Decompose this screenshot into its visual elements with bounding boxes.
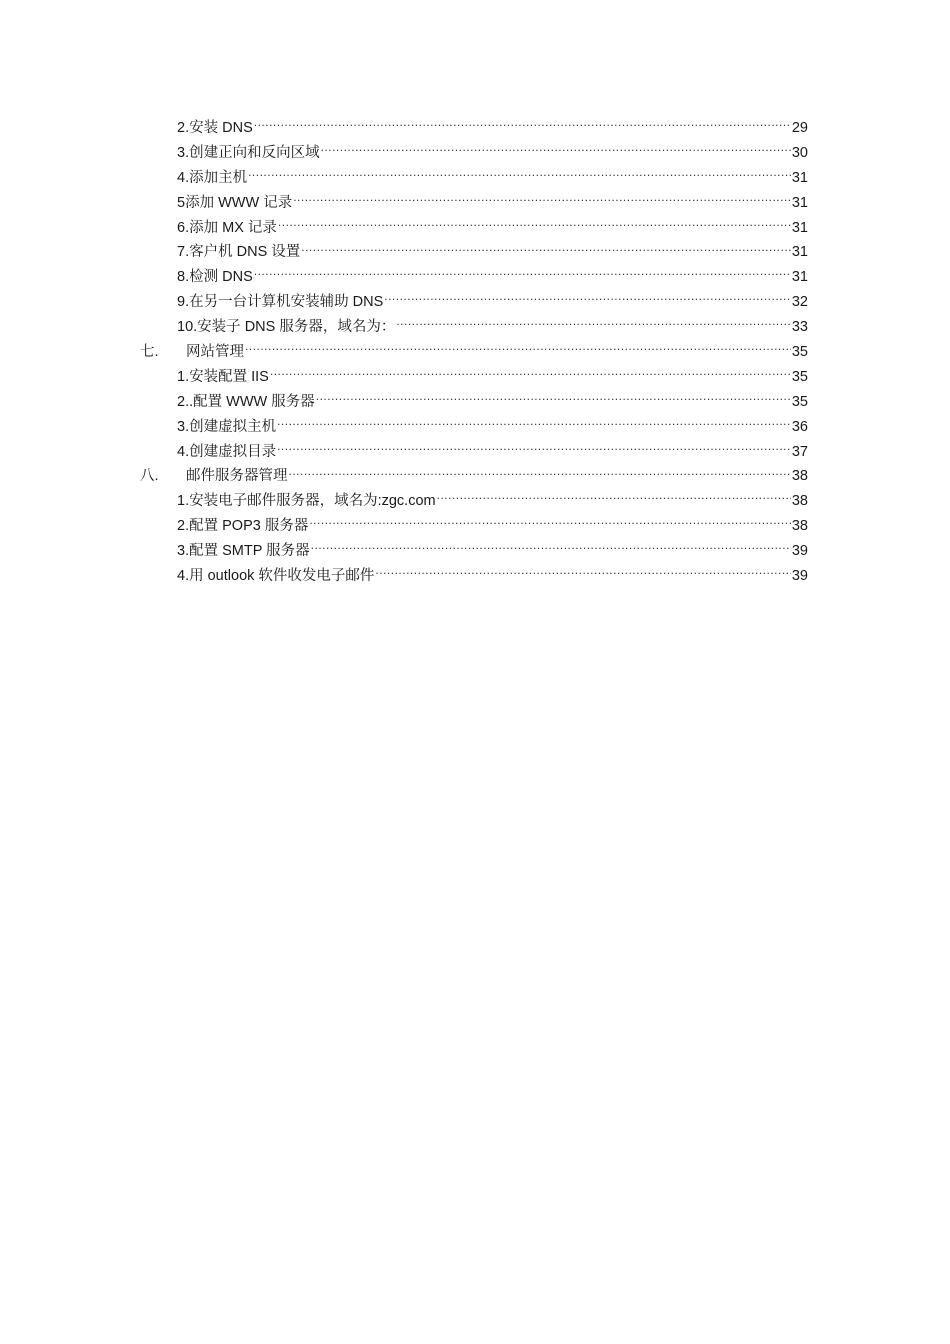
toc-entry-title: 在另一台计算机安装辅助 DNS	[189, 294, 384, 311]
toc-entry-page: 31	[791, 269, 808, 286]
toc-entry[interactable]	[140, 365, 808, 390]
toc-entry-page: 31	[791, 194, 808, 211]
toc-entry-title: 安装子 DNS 服务器，域名为：	[197, 319, 396, 336]
toc-entry-page: 39	[791, 543, 808, 560]
toc-chapter-number: 八.	[140, 468, 159, 485]
toc-entry-page: 31	[791, 169, 808, 186]
toc-entry-number: 6.	[177, 219, 190, 236]
toc-entry-number: 2.	[177, 518, 190, 535]
toc-entry-number: 3.	[177, 543, 190, 560]
toc-entry[interactable]	[140, 290, 808, 315]
toc-chapter-title: 网站管理	[186, 344, 244, 361]
toc-entry-number: 8.	[177, 269, 190, 286]
toc-entry-number: 4.	[177, 568, 190, 585]
toc-entry[interactable]	[140, 440, 808, 465]
toc-dot-leader	[316, 391, 791, 406]
toc-entry[interactable]	[140, 564, 808, 589]
toc-entry-page: 29	[791, 120, 808, 136]
toc-dot-leader	[277, 416, 791, 431]
toc-entry[interactable]	[140, 216, 808, 241]
toc-entry-number: 4.	[177, 443, 190, 460]
toc-entry[interactable]	[140, 265, 808, 290]
toc-entry-page: 38	[791, 518, 808, 535]
toc-entry[interactable]	[140, 539, 808, 564]
toc-entry-page: 37	[791, 443, 808, 460]
toc-dot-leader	[289, 466, 791, 481]
toc-entry-number: 1.	[177, 493, 190, 510]
toc-chapter-title: 邮件服务器管理	[186, 468, 288, 485]
toc-entry[interactable]	[140, 116, 808, 141]
toc-dot-leader	[375, 566, 790, 581]
toc-entry-number: 2.	[177, 120, 190, 136]
toc-chapter-entry[interactable]	[140, 464, 808, 489]
toc-entry-title: 配置 POP3 服务器	[189, 518, 309, 535]
toc-entry-page: 38	[791, 493, 808, 510]
toc-entry-page: 31	[791, 244, 808, 261]
toc-entry[interactable]	[140, 315, 808, 340]
toc-dot-leader	[301, 242, 791, 257]
toc-entry-page: 36	[791, 418, 808, 435]
toc-entry-number: 4.	[177, 169, 190, 186]
toc-entry-number: 9.	[177, 294, 190, 311]
toc-entry-title: 配置 WWW 服务器	[193, 393, 315, 410]
toc-entry-page: 38	[791, 468, 808, 485]
toc-dot-leader	[384, 292, 791, 307]
toc-entry-title: 安装配置 IIS	[189, 368, 269, 385]
toc-entry-page: 35	[791, 344, 808, 361]
toc-entry-page: 33	[791, 319, 808, 336]
toc-entry-title: 检测 DNS	[189, 269, 253, 286]
toc-dot-leader	[309, 516, 791, 531]
toc-dot-leader	[254, 118, 791, 133]
toc-entry-title: 添加主机	[189, 169, 248, 186]
toc-entry-number: 5	[177, 194, 186, 211]
toc-dot-leader	[270, 366, 791, 381]
toc-entry-number: 2..	[177, 393, 194, 410]
toc-entry-title: 添加 MX 记录	[189, 219, 277, 236]
toc-entry[interactable]	[140, 191, 808, 216]
toc-entry[interactable]	[140, 390, 808, 415]
toc-entry-number: 3.	[177, 418, 190, 435]
toc-entry-page: 39	[791, 568, 808, 585]
table-of-contents	[140, 116, 808, 589]
toc-entry[interactable]	[140, 489, 808, 514]
toc-dot-leader	[311, 541, 791, 556]
toc-dot-leader	[245, 342, 791, 357]
toc-entry-number: 10.	[177, 319, 198, 336]
toc-entry-number: 3.	[177, 144, 190, 161]
toc-entry[interactable]	[140, 141, 808, 166]
toc-chapter-entry[interactable]	[140, 340, 808, 365]
toc-entry-number: 7.	[177, 244, 190, 261]
toc-entry-title: 创建虚拟主机	[189, 418, 277, 435]
toc-entry-title: 安装电子邮件服务器，域名为:zgc.com	[189, 493, 436, 510]
toc-entry-page: 35	[791, 368, 808, 385]
toc-entry-number: 1.	[177, 368, 190, 385]
toc-dot-leader	[396, 317, 791, 332]
toc-dot-leader	[254, 267, 791, 282]
toc-chapter-number: 七.	[140, 344, 159, 361]
toc-entry[interactable]	[140, 240, 808, 265]
toc-dot-leader	[321, 142, 791, 157]
toc-dot-leader	[248, 167, 791, 182]
toc-entry-title: 创建虚拟目录	[189, 443, 277, 460]
toc-entry-page: 31	[791, 219, 808, 236]
toc-entry-page: 30	[791, 144, 808, 161]
toc-entry-title: 添加 WWW 记录	[185, 194, 293, 211]
toc-entry[interactable]	[140, 166, 808, 191]
toc-entry-title: 安装 DNS	[189, 120, 253, 136]
toc-entry-title: 配置 SMTP 服务器	[189, 543, 310, 560]
toc-dot-leader	[437, 491, 791, 506]
toc-entry-page: 35	[791, 393, 808, 410]
toc-entry-page: 32	[791, 294, 808, 311]
toc-dot-leader	[278, 217, 791, 232]
toc-dot-leader	[277, 441, 791, 456]
toc-entry-title: 客户机 DNS 设置	[189, 244, 301, 261]
toc-entry[interactable]	[140, 514, 808, 539]
toc-entry-title: 用 outlook 软件收发电子邮件	[189, 568, 375, 585]
toc-entry[interactable]	[140, 415, 808, 440]
toc-dot-leader	[293, 192, 791, 207]
toc-entry-title: 创建正向和反向区域	[189, 144, 320, 161]
